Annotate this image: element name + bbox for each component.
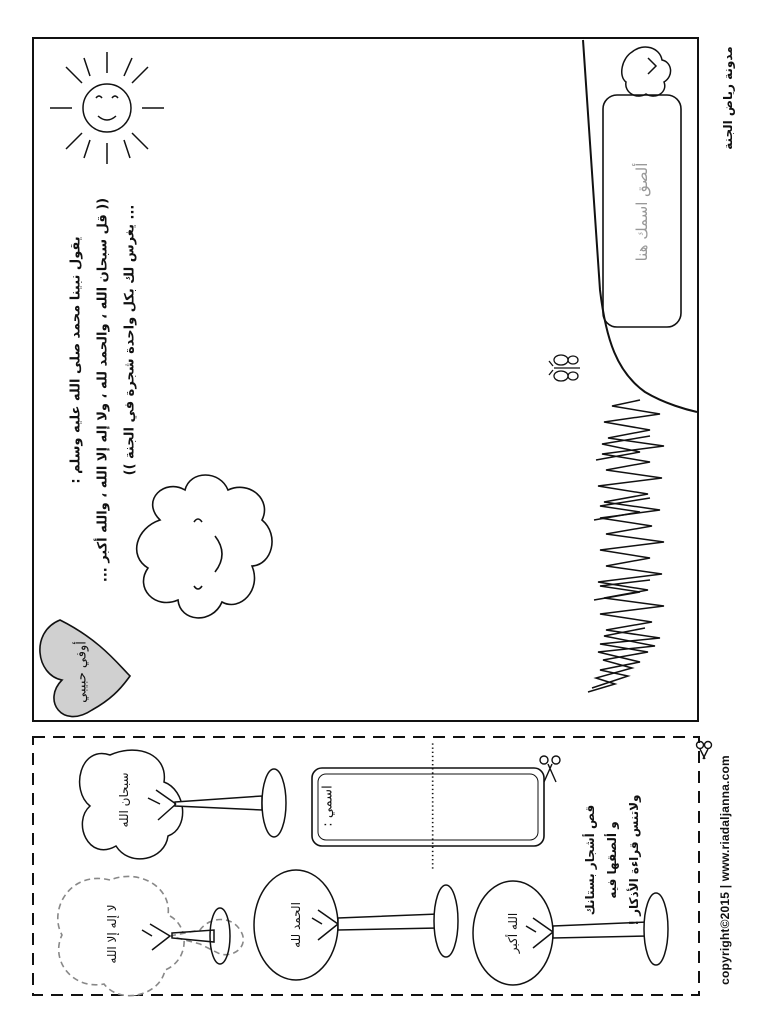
butterfly-icon [549,355,580,381]
cutout-name-label: اسمي : [320,785,336,827]
hadith-line-1: يقول نبينا محمد صلى الله عليه وسلم : [68,236,84,484]
tree-label-la-ilaha: لا إله إلا الله [105,904,119,964]
tree-label-allahuakbar: الله أكبر [506,912,520,954]
blog-name: مدونة رياض الجنة [721,46,735,150]
instruction-line-2: و ألصقها فيه [605,821,619,899]
tree-subhanallah [80,750,286,859]
copyright-text: copyright©2015 | www.riadaljanna.com [718,755,732,985]
tree-label-subhanallah: سبحان الله [117,772,131,828]
name-box-hint: ألصق اسمك هنا [633,162,651,262]
tree-la-ilaha [58,876,244,995]
instruction-line-3: ولاتنس قراءة الأذكار ! [627,794,641,926]
instruction-line-1: قص أشجار بستانك [583,804,597,916]
grass-icon [588,400,664,692]
scissors-icon [540,756,560,782]
tree-label-alhamdulillah: الحمد لله [289,902,303,948]
tree-alhamdulillah [254,870,458,980]
hadith-line-2: (( قل سبحان الله ، والحمد لله ، ولا إله إلا الله ، والله أكبر ... [95,197,111,583]
hadith-line-3: ... يغرس لك بكل واحدة شجرة في الجنة )) [122,204,138,476]
cloud-icon [137,475,272,618]
sun-icon [50,52,164,164]
logo-icon [622,47,671,96]
heart-text: أوفي حبيبي [74,641,90,703]
cutout-name-dots: ............................... [422,741,438,871]
